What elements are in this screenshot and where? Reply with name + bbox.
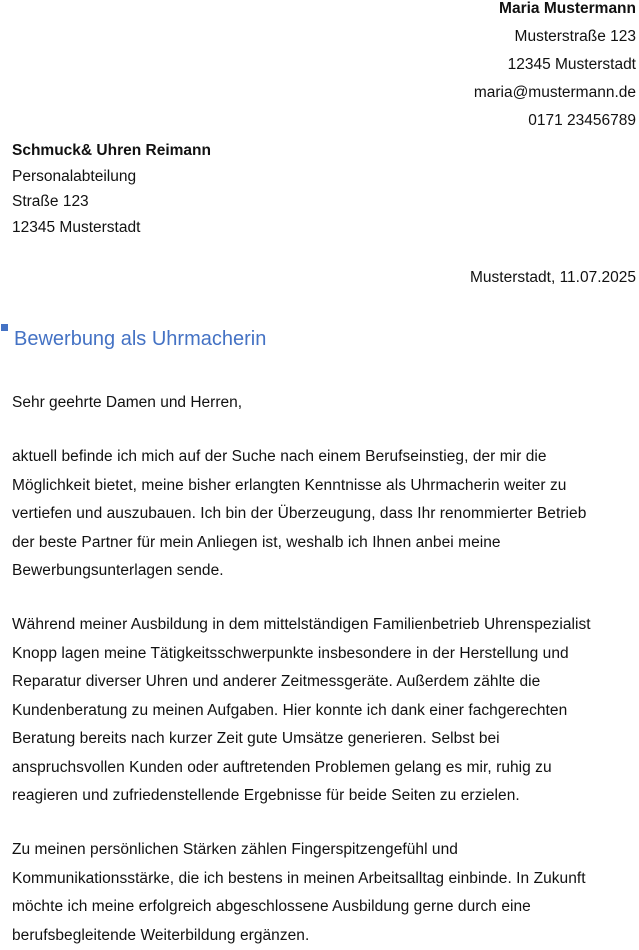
paragraph-line: Möglichkeit bietet, meine bisher erlangten Kenntnisse als Uhrmacherin weiter zu bbox=[12, 472, 634, 501]
salutation: Sehr geehrte Damen und Herren, bbox=[12, 389, 242, 417]
paragraph-line: Beratung bereits nach kurzer Zeit gute Umsätze generieren. Selbst bei bbox=[12, 725, 634, 754]
subject-marker-square bbox=[1, 324, 8, 331]
body-paragraph-3 bbox=[12, 836, 634, 950]
sender-city: 12345 Musterstadt bbox=[474, 51, 636, 79]
recipient-address-block bbox=[12, 138, 211, 240]
sender-name: Maria Mustermann bbox=[474, 0, 636, 23]
recipient-department: Personalabteilung bbox=[12, 164, 211, 190]
paragraph-line: möchte ich meine erfolgreich abgeschlossene Ausbildung gerne durch eine bbox=[12, 893, 634, 922]
recipient-street: Straße 123 bbox=[12, 189, 211, 215]
paragraph-line: Knopp lagen meine Tätigkeitsschwerpunkte insbesondere in der Herstellung und bbox=[12, 640, 634, 669]
paragraph-line: reagieren und zufriedenstellende Ergebnisse für beide Seiten zu erzielen. bbox=[12, 782, 634, 811]
sender-phone: 0171 23456789 bbox=[474, 107, 636, 135]
paragraph-line: berufsbegleitende Weiterbildung ergänzen. bbox=[12, 922, 634, 950]
body-paragraph-1 bbox=[12, 443, 634, 586]
paragraph-line: Kommunikationsstärke, die ich bestens in meinen Arbeitsalltag einbinde. In Zukunft bbox=[12, 865, 634, 894]
body-paragraph-2 bbox=[12, 611, 634, 811]
paragraph-line: vertiefen und auszubauen. Ich bin der Überzeugung, dass Ihr renommierter Betrieb bbox=[12, 500, 634, 529]
recipient-company: Schmuck& Uhren Reimann bbox=[12, 138, 211, 164]
sender-street: Musterstraße 123 bbox=[474, 23, 636, 51]
paragraph-line: Zu meinen persönlichen Stärken zählen Fingerspitzengefühl und bbox=[12, 836, 634, 865]
paragraph-line: anspruchsvollen Kunden oder auftretenden Problemen gelang es mir, ruhig zu bbox=[12, 754, 634, 783]
paragraph-line: Während meiner Ausbildung in dem mittelständigen Familienbetrieb Uhrenspezialist bbox=[12, 611, 634, 640]
letter-date: Musterstadt, 11.07.2025 bbox=[470, 266, 636, 290]
letter-subject: Bewerbung als Uhrmacherin bbox=[14, 325, 266, 353]
recipient-city: 12345 Musterstadt bbox=[12, 215, 211, 241]
paragraph-line: aktuell befinde ich mich auf der Suche nach einem Berufseinstieg, der mir die bbox=[12, 443, 634, 472]
paragraph-line: Bewerbungsunterlagen sende. bbox=[12, 557, 634, 586]
sender-email: maria@mustermann.de bbox=[474, 79, 636, 107]
paragraph-line: Reparatur diverser Uhren und anderer Zeitmessgeräte. Außerdem zählte die bbox=[12, 668, 634, 697]
paragraph-line: Kundenberatung zu meinen Aufgaben. Hier konnte ich dank einer fachgerechten bbox=[12, 697, 634, 726]
paragraph-line: der beste Partner für mein Anliegen ist, weshalb ich Ihnen anbei meine bbox=[12, 529, 634, 558]
sender-address-block bbox=[474, 0, 636, 135]
